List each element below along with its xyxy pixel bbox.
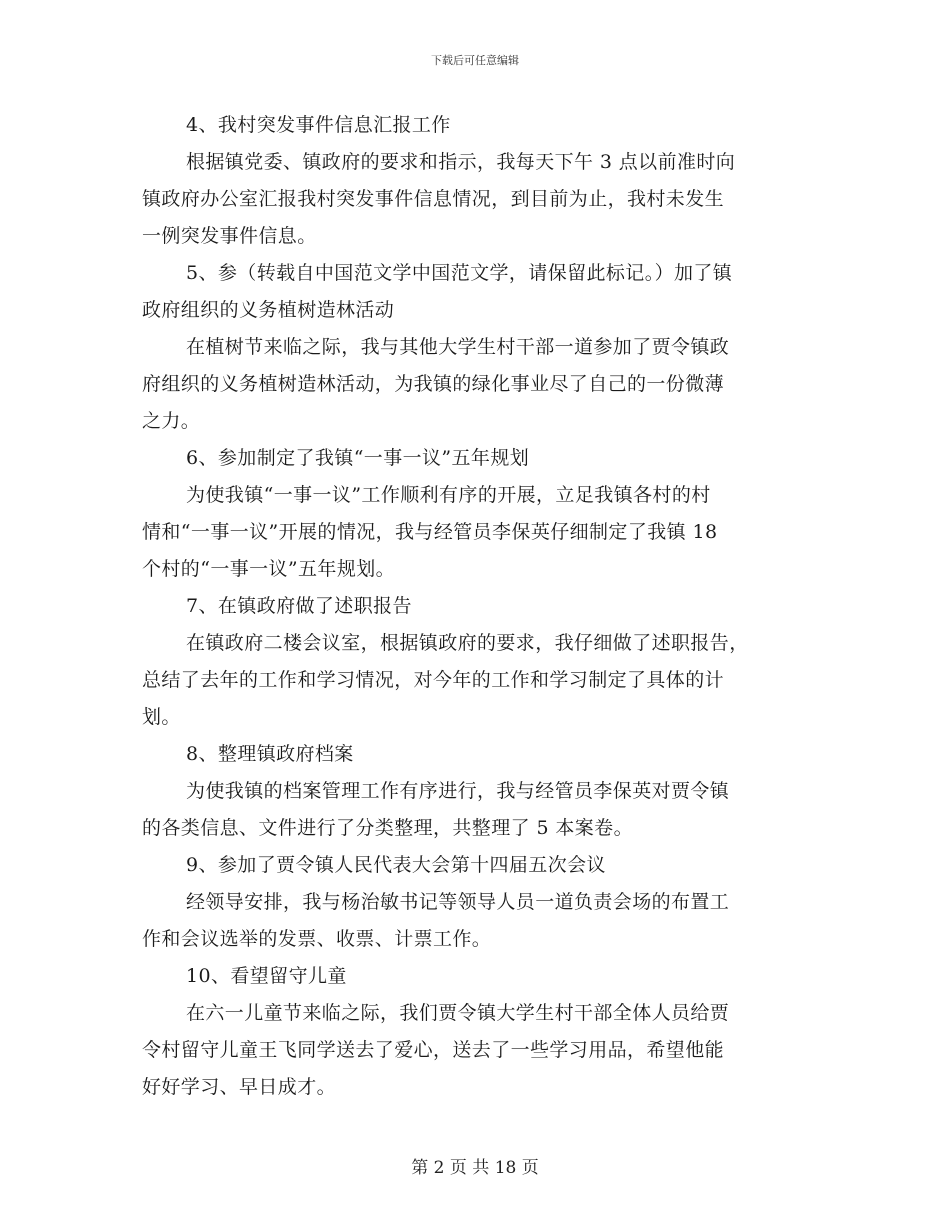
paragraph-line: 好好学习、早日成才。 bbox=[142, 1076, 337, 1098]
section-heading: 5、参（转载自中国范文学中国范文学，请保留此标记。）加了镇 bbox=[186, 262, 733, 284]
paragraph-line: 经领导安排，我与杨治敏书记等领导人员一道负责会场的布置工 bbox=[186, 891, 730, 913]
page-footer: 第 2 页 共 18 页 bbox=[411, 1158, 539, 1178]
paragraph-line: 个村的“一事一议”五年规划。 bbox=[142, 558, 396, 580]
paragraph-line: 镇政府办公室汇报我村突发事件信息情况，到目前为止，我村未发生 bbox=[142, 188, 725, 210]
paragraph-line: 作和会议选举的发票、收票、计票工作。 bbox=[142, 928, 492, 950]
section-heading: 4、我村突发事件信息汇报工作 bbox=[186, 114, 451, 136]
paragraph-line: 之力。 bbox=[142, 410, 201, 432]
section-heading: 8、整理镇政府档案 bbox=[186, 743, 354, 765]
section-heading: 7、在镇政府做了述职报告 bbox=[186, 595, 412, 617]
paragraph-line: 为使我镇“一事一议”工作顺利有序的开展，立足我镇各村的村 bbox=[186, 484, 711, 506]
paragraph-line: 在六一儿童节来临之际，我们贾令镇大学生村干部全体人员给贾 bbox=[186, 1002, 730, 1024]
paragraph-line: 一例突发事件信息。 bbox=[142, 225, 317, 247]
paragraph-line: 情和“一事一议”开展的情况，我与经管员李保英仔细制定了我镇 18 bbox=[142, 521, 718, 543]
section-heading: 10、看望留守儿童 bbox=[186, 965, 347, 987]
paragraph-line: 根据镇党委、镇政府的要求和指示，我每天下午 3 点以前准时向 bbox=[186, 151, 736, 173]
paragraph-line: 总结了去年的工作和学习情况，对今年的工作和学习制定了具体的计 bbox=[142, 669, 725, 691]
section-heading: 6、参加制定了我镇“一事一议”五年规划 bbox=[186, 447, 530, 469]
document-body bbox=[142, 107, 804, 1106]
paragraph-line: 在植树节来临之际，我与其他大学生村干部一道参加了贾令镇政 bbox=[186, 336, 730, 358]
paragraph-line: 划。 bbox=[142, 706, 181, 728]
section-heading: 政府组织的义务植树造林活动 bbox=[142, 299, 395, 321]
paragraph-line: 的各类信息、文件进行了分类整理，共整理了 5 本案卷。 bbox=[142, 817, 633, 839]
paragraph-line: 在镇政府二楼会议室，根据镇政府的要求，我仔细做了述职报告， bbox=[186, 632, 749, 654]
page-header: 下载后可任意编辑 bbox=[431, 54, 519, 67]
paragraph-line: 府组织的义务植树造林活动，为我镇的绿化事业尽了自己的一份微薄 bbox=[142, 373, 725, 395]
section-heading: 9、参加了贾令镇人民代表大会第十四届五次会议 bbox=[186, 854, 606, 876]
paragraph-line: 令村留守儿童王飞同学送去了爱心，送去了一些学习用品，希望他能 bbox=[142, 1039, 725, 1061]
paragraph-line: 为使我镇的档案管理工作有序进行，我与经管员李保英对贾令镇 bbox=[186, 780, 730, 802]
